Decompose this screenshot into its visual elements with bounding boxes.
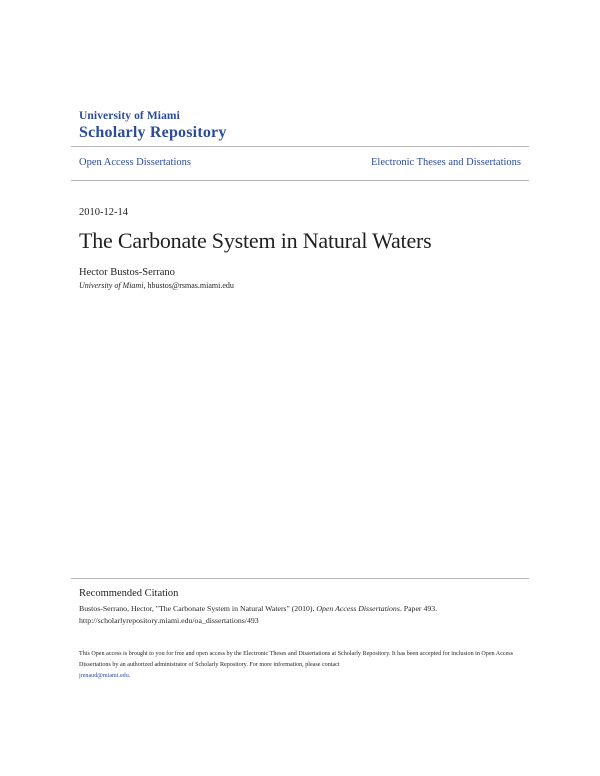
citation-text-after: . Paper 493. — [399, 604, 438, 613]
affiliation-institution: University of Miami — [79, 281, 144, 290]
document-title: The Carbonate System in Natural Waters — [79, 228, 432, 253]
notice-text-end: . — [128, 673, 131, 679]
author-email: , hbustos@rsmas.miami.edu — [143, 281, 234, 290]
university-name: University of Miami — [79, 110, 180, 122]
collections-divider — [71, 180, 529, 181]
author-affiliation — [79, 281, 234, 290]
citation-text — [79, 603, 529, 627]
top-divider — [71, 146, 529, 147]
citation-url: http://scholarlyrepository.miami.edu/oa_dissertations/493 — [79, 616, 259, 625]
access-notice — [79, 649, 529, 682]
citation-heading: Recommended Citation — [79, 588, 179, 599]
contact-email-link[interactable]: jrenaud@miami.edu — [79, 673, 129, 679]
citation-divider — [71, 578, 529, 579]
citation-journal: Open Access Dissertations — [316, 604, 400, 613]
repository-name: Scholarly Repository — [79, 124, 227, 141]
notice-text: This Open access is brought to you for free and open access by the Electronic Theses and Dissertations at Scholarly Repository. It has been accepted for inclusion in Open Access Dissertations by an authorized administrator of Scholarly Repository. For more information, please contact — [79, 651, 514, 668]
author-name: Hector Bustos-Serrano — [79, 267, 175, 278]
publication-date: 2010-12-14 — [79, 207, 128, 218]
open-access-dissertations-link[interactable]: Open Access Dissertations — [79, 157, 191, 168]
citation-text-before: Bustos-Serrano, Hector, "The Carbonate System in Natural Waters" (2010). — [79, 604, 317, 613]
electronic-theses-link[interactable]: Electronic Theses and Dissertations — [371, 157, 521, 168]
repository-header — [79, 110, 227, 142]
